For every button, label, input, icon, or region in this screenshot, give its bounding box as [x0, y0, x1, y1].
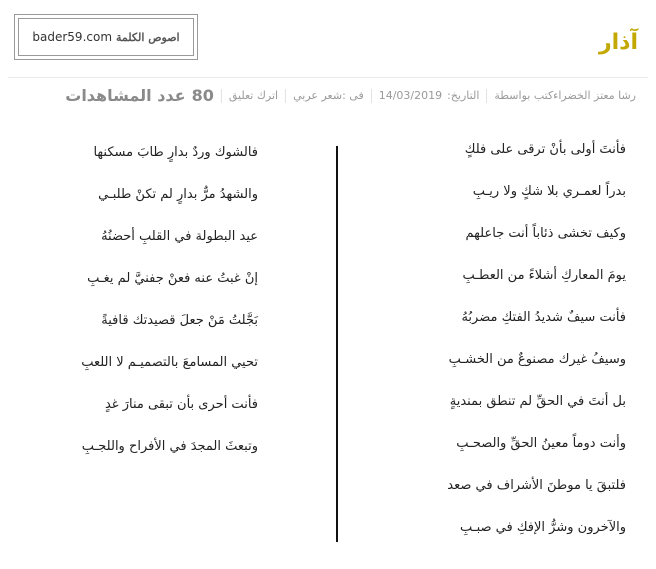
meta-separator	[285, 89, 286, 103]
verse-left-3: عيد البطولة في القلبِ أحضنُهُ	[101, 229, 258, 244]
verse-left-4: إنْ غبتُ عنه فعنْ جفنيَّ لم يغـبِ	[87, 271, 258, 286]
date-value: 14/03/2019	[378, 89, 443, 102]
verse-left-5: بَجَّلتُ مَنْ جعلَ قصيدتك قافيةً	[101, 313, 258, 328]
verse-left-1: فالشوك وردٌ بدارٍ طابَ مسكنها	[93, 145, 258, 160]
poem-column-divider	[336, 146, 338, 542]
meta-separator	[486, 89, 487, 103]
header-divider	[8, 77, 648, 78]
site-logo-domain: bader59.com	[32, 30, 113, 44]
verse-right-10: والآخرون وشرُّ الإفكِ في صبـبِ	[460, 520, 626, 535]
site-logo[interactable]	[14, 14, 198, 60]
verse-right-5: فأنت سيفٌ شديدُ الفتكِ مضربُهُ	[461, 310, 626, 325]
category-label: فى :	[342, 89, 364, 102]
verse-left-7: فأنت أحرى بأن تبقى منارَ غدٍ	[104, 397, 258, 412]
site-logo-inner	[18, 18, 194, 56]
leave-comment-link[interactable]: اترك تعليق	[228, 89, 279, 102]
verse-right-8: وأنت دوماً معينُ الحقِّ والصحـبِ	[456, 436, 626, 451]
verse-right-6: وسيفُ غيرك مصنوعٌ من الخشـبِ	[448, 352, 626, 367]
author-byline[interactable]: رشا معتز الخضراءكتب بواسطة	[494, 89, 636, 102]
views-label: عدد المشاهدات	[65, 86, 186, 105]
verse-right-4: يومَ المعاركِ أشلاءً من العطـبِ	[462, 268, 626, 283]
article-meta	[65, 86, 636, 105]
verse-right-1: فأنتَ أولى بأنْ ترقى على فلكٍ	[464, 142, 626, 157]
category-link[interactable]: شعر عربي	[293, 89, 343, 102]
verse-left-8: وتبعثَ المجدَ في الأفراح واللجـبِ	[81, 439, 258, 454]
article-title: آذار	[598, 30, 638, 55]
date-label: التاريخ:	[447, 89, 480, 102]
site-logo-tagline: اصوص الكلمة	[116, 30, 180, 44]
verse-right-3: وكيف تخشى ذئاباً أنت جاعلهم	[465, 226, 626, 241]
meta-separator	[221, 89, 222, 103]
verse-right-9: فلتبقَ يا موطنَ الأشراف في صعد	[447, 478, 626, 493]
views-count: 80	[191, 86, 214, 105]
verse-left-2: والشهدُ مرٌّ بدارٍ لم تكنْ طلبـي	[98, 187, 258, 202]
verse-right-2: بدراً لعمـري بلا شكٍ ولا ريـبِ	[472, 184, 626, 199]
meta-separator	[371, 89, 372, 103]
verse-left-6: تحيي المسامعَ بالتصميـم لا اللعبِ	[81, 355, 258, 370]
verse-right-7: بل أنتَ في الحقِّ لم تنطق بمنديةٍ	[449, 394, 626, 409]
